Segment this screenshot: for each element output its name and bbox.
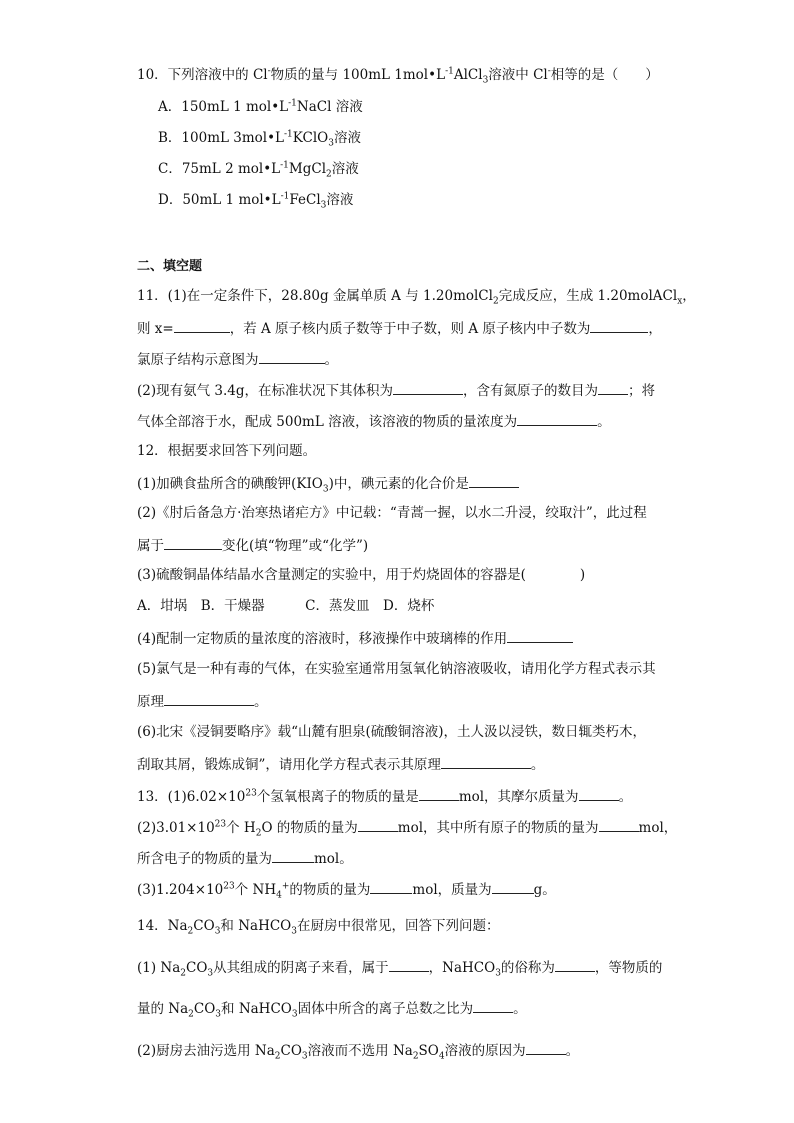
q14-part1-line1	[137, 957, 662, 977]
answer-blank[interactable]	[419, 786, 459, 801]
option-text: D．50mL 1 mol•L	[158, 192, 281, 208]
subscript: 2	[188, 1009, 194, 1020]
q14-text: 量的 Na	[137, 1001, 189, 1017]
q12-text: 。	[530, 757, 545, 773]
option-text: 溶液	[326, 192, 354, 208]
q10-text: 物质的量与 100mL 1mol•L	[270, 67, 446, 83]
q10-option-b	[158, 129, 361, 147]
subscript: 3	[482, 75, 489, 86]
answer-blank[interactable]	[441, 754, 531, 769]
q14-text: 固体中所含的离子总数之比为	[297, 1001, 474, 1017]
q11-line5	[137, 411, 611, 431]
answer-blank[interactable]	[389, 957, 429, 972]
q11-line3	[137, 349, 338, 369]
subscript: 3	[322, 484, 329, 495]
answer-blank[interactable]	[473, 998, 513, 1013]
q14-text: 。	[513, 1001, 527, 1017]
subscript: 4	[438, 1051, 445, 1062]
option-text: B．100mL 3mol•L	[158, 130, 285, 146]
answer-blank[interactable]	[272, 848, 314, 863]
q13-text: O 的物质的量为	[261, 820, 358, 836]
subscript: 2	[180, 968, 187, 979]
q10-option-a	[158, 98, 363, 116]
q13-text: 个 NH	[234, 882, 277, 898]
subscript: 3	[301, 1051, 308, 1062]
answer-blank[interactable]	[598, 380, 628, 395]
q14-text: 14．Na	[137, 918, 188, 934]
subscript: x	[677, 296, 683, 307]
q12-title: 12．根据要求回答下列问题。	[137, 443, 317, 459]
q11-line1	[137, 287, 696, 305]
q12-part1	[137, 473, 519, 493]
superscript: +	[281, 881, 290, 892]
answer-blank[interactable]	[526, 1040, 566, 1055]
q11-text: 则 x=	[137, 321, 174, 337]
q13-text: 的物质的量为	[289, 882, 371, 898]
q13-text: (2)3.01×10	[137, 820, 215, 836]
q11-text: ，含有氮原子的数目为	[463, 383, 599, 399]
q13-text: 个 H	[226, 820, 256, 836]
subscript: 4	[276, 890, 282, 901]
q12-text: 变化(填“物理”或“化学”)	[222, 538, 369, 554]
q13-text: mol，其摩尔质量为	[458, 789, 579, 805]
q13-text: mol，其中所有原子的物质的量为	[397, 820, 599, 836]
q12-text: 刮取其屑，锻炼成铜”，请用化学方程式表示其原理	[137, 757, 441, 773]
subscript: 3	[291, 926, 297, 937]
superscript: -	[547, 66, 551, 77]
subscript: 3	[207, 968, 214, 979]
subscript: 3	[214, 926, 221, 937]
superscript: -1	[280, 160, 289, 171]
subscript: 2	[255, 828, 262, 839]
q13-text: mol，质量为	[412, 882, 492, 898]
answer-blank[interactable]	[174, 318, 230, 333]
q13-line2	[137, 817, 677, 837]
option-text: FeCl	[289, 192, 321, 208]
subscript: 2	[412, 1051, 419, 1062]
q14-text: CO	[280, 1043, 302, 1059]
q14-text: ，等物质的	[594, 960, 663, 976]
answer-blank[interactable]	[164, 535, 222, 550]
answer-blank[interactable]	[492, 879, 534, 894]
q13-text: mol。	[314, 851, 353, 867]
q14-text: 和 NaHCO	[221, 1001, 292, 1017]
answer-blank[interactable]	[579, 786, 619, 801]
option-text: KClO	[292, 130, 329, 146]
q14-text: (2)厨房去油污选用 Na	[137, 1043, 275, 1059]
q14-text: CO	[193, 918, 215, 934]
answer-blank[interactable]	[469, 473, 519, 488]
q14-text: CO	[193, 1001, 216, 1017]
q13-text: (3)1.204×10	[137, 882, 224, 898]
q14-text: SO	[418, 1043, 439, 1059]
answer-blank[interactable]	[259, 349, 325, 364]
q14-text: 溶液的原因为	[444, 1043, 526, 1059]
superscript: 23	[245, 788, 257, 799]
q14-text: 从其组成的阴离子来看，属于	[213, 960, 389, 976]
q14-text: 溶液而不选用 Na	[307, 1043, 413, 1059]
q12-part4	[137, 628, 573, 648]
option-text: NaCl 溶液	[296, 99, 363, 115]
subscript: 3	[495, 968, 501, 979]
answer-blank[interactable]	[164, 691, 254, 706]
q10-option-d	[158, 191, 353, 209]
q12-part3-options: A．坩埚 B．干燥器 C．蒸发皿 D．烧杯	[137, 598, 435, 614]
q11-text: 气体全部溶于水，配成 500mL 溶液，该溶液的物质的量浓度为	[137, 414, 518, 430]
answer-blank[interactable]	[370, 879, 412, 894]
q12-text: (1)加碘食盐所含的碘酸钾(KIO	[137, 476, 323, 492]
q11-text: 氯原子结构示意图为	[137, 352, 259, 368]
superscript: 23	[223, 881, 235, 892]
q13-text: 。	[618, 789, 633, 805]
q10-text: AlCl	[453, 67, 483, 83]
q11-text: (2)现有氨气 3.4g，在标准状况下其体积为	[137, 383, 394, 399]
superscript: -1	[284, 129, 293, 140]
q11-line4	[137, 380, 655, 400]
q14-text: ，NaHCO	[428, 960, 496, 976]
option-text: C．75mL 2 mol•L	[158, 161, 281, 177]
q12-part2-line1: (2)《肘后备急方·治寒热诸疟方》中记载：“青蒿一握，以水二升浸，绞取汁”，此过程	[137, 505, 647, 521]
option-text: 溶液	[333, 130, 361, 146]
superscript: -1	[288, 98, 297, 109]
answer-blank[interactable]	[555, 957, 595, 972]
q13-text: mol，	[638, 820, 678, 836]
subscript: 3	[215, 1009, 222, 1020]
subscript: 3	[328, 138, 334, 149]
answer-blank[interactable]	[393, 380, 463, 395]
q12-part5-line1: (5)氯气是一种有毒的气体，在实验室通常用氢氧化钠溶液吸收，请用化学方程式表示其	[137, 661, 656, 677]
superscript: -1	[445, 66, 454, 77]
q11-text: ，若 A 原子核内质子数等于中子数，则 A 原子核内中子数为	[229, 321, 591, 337]
subscript: 2	[187, 926, 194, 937]
q12-part6-line2	[137, 754, 544, 774]
option-text: 溶液	[331, 161, 359, 177]
q11-text: ；将	[628, 383, 656, 399]
q13-line3	[137, 848, 353, 868]
q11-text: ，	[682, 288, 696, 304]
q14-text: CO	[186, 960, 208, 976]
answer-blank[interactable]	[517, 411, 597, 426]
q12-part5-line2	[137, 691, 268, 711]
q10-text: 相等的是（ ）	[550, 67, 659, 83]
q12-text: )中，碘元素的化合价是	[328, 476, 469, 492]
q14-title	[137, 917, 499, 935]
option-text: A．150mL 1 mol•L	[158, 99, 289, 115]
q13-text: 个氢氧根离子的物质的量是	[256, 789, 419, 805]
q12-part6-line1: (6)北宋《浸铜要略序》载“山麓有胆泉(硫酸铜溶液)，土人汲以浸铁，数日辄类朽木，	[137, 724, 647, 740]
q13-line1	[137, 786, 632, 806]
q14-part2	[137, 1040, 579, 1060]
q11-text: ，	[648, 321, 662, 337]
q12-part3: (3)硫酸铜晶体结晶水含量测定的实验中，用于灼烧固体的容器是( )	[137, 567, 586, 583]
answer-blank[interactable]	[599, 817, 639, 832]
superscript: -	[267, 66, 271, 77]
answer-blank[interactable]	[358, 817, 398, 832]
q10-text: 溶液中 Cl	[488, 67, 548, 83]
q12-text: 。	[254, 694, 268, 710]
q14-text: 的俗称为	[500, 960, 555, 976]
q11-text: 11．(1)在一定条件下，28.80g 金属单质 A 与 1.20molCl	[137, 288, 493, 304]
answer-blank[interactable]	[507, 628, 573, 643]
q14-text: 和 NaHCO	[220, 918, 292, 934]
q13-text: g。	[533, 882, 556, 898]
section-title: 二、填空题	[137, 259, 203, 274]
option-text: MgCl	[288, 161, 327, 177]
subscript: 2	[326, 169, 332, 180]
q13-text: 所含电子的物质的量为	[137, 851, 272, 867]
q12-text: 属于	[137, 538, 164, 554]
q12-part2-line2	[137, 535, 368, 555]
answer-blank[interactable]	[590, 318, 648, 333]
q11-text: 。	[597, 414, 611, 430]
subscript: 3	[291, 1009, 298, 1020]
q11-text: 。	[324, 352, 338, 368]
q14-text: 。	[565, 1043, 580, 1059]
q12-text: (4)配制一定物质的量浓度的溶液时，移液操作中玻璃棒的作用	[137, 631, 508, 647]
q10-text: 10．下列溶液中的 Cl	[137, 67, 268, 83]
q11-text: 完成反应，生成 1.20molACl	[498, 288, 678, 304]
subscript: 3	[320, 200, 327, 211]
superscript: 23	[214, 819, 227, 830]
q14-part1-line2	[137, 998, 527, 1018]
q13-line4	[137, 879, 556, 899]
subscript: 2	[492, 296, 499, 307]
q10-option-c	[158, 160, 359, 178]
superscript: -1	[280, 191, 290, 202]
q10-stem	[137, 66, 659, 84]
q14-text: 在厨房中很常见，回答下列问题：	[296, 918, 500, 934]
q13-text: 13．(1)6.02×10	[137, 789, 246, 805]
q12-text: 原理	[137, 694, 164, 710]
q11-line2	[137, 318, 662, 338]
q14-text: (1) Na	[137, 960, 181, 976]
subscript: 2	[274, 1051, 281, 1062]
